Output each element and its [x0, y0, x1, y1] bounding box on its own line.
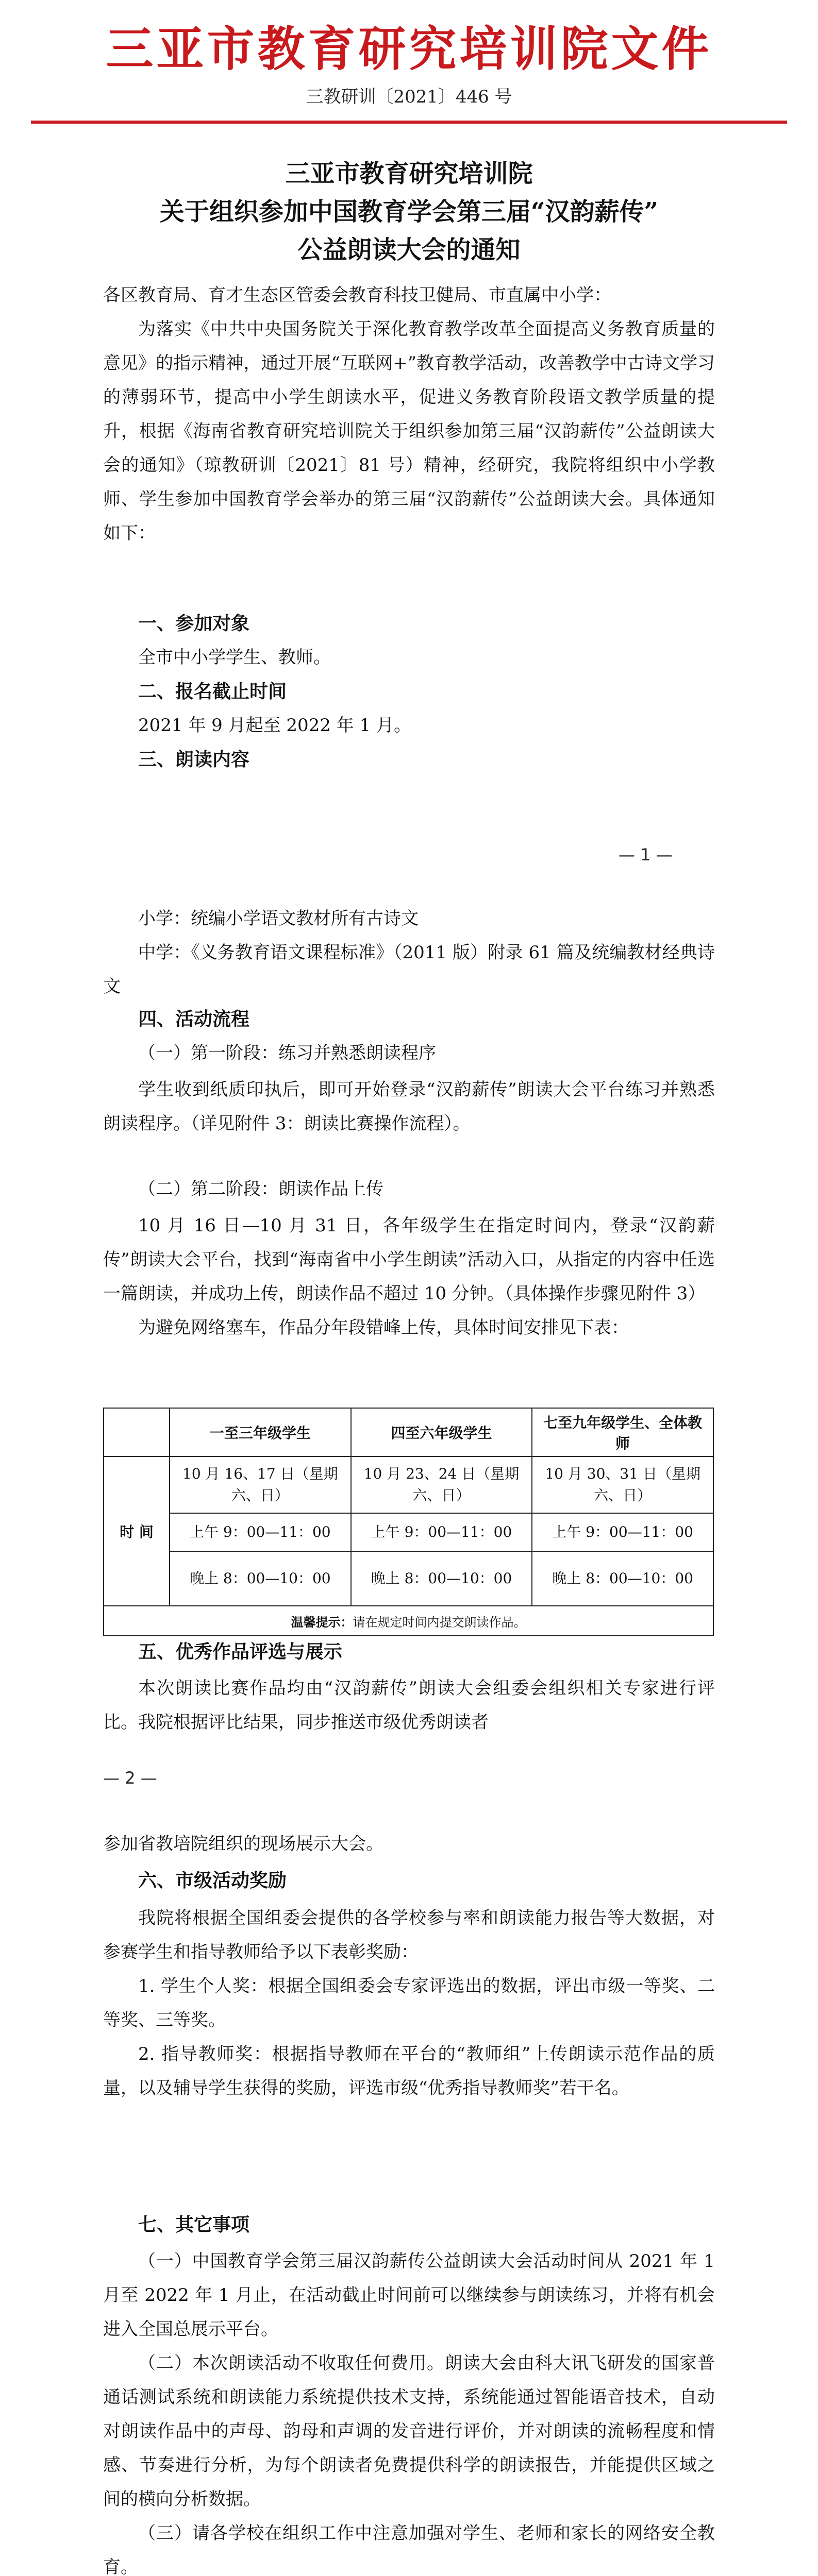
section-4-heading: 四、活动流程 [138, 1009, 250, 1030]
stage-1-text: 学生收到纸质印执后，即可开始登录“汉韵薪传”朗读大会平台练习并熟悉朗读程序。（详见附件 3：朗读比赛操作流程）。 [103, 1079, 715, 1134]
time-label: 时 间 [104, 1456, 170, 1606]
stage-1-heading: （一）第一阶段：练习并熟悉朗读程序 [138, 1043, 436, 1063]
table-corner [104, 1408, 170, 1456]
date-cell-1: 10 月 16、17 日（星期六、日） [170, 1456, 351, 1513]
page-number-2: — 2 — [103, 1768, 157, 1788]
award-student: 1. 学生个人奖：根据全国组委会专家评选出的数据，评出市级一等奖、二等奖、三等奖。 [103, 1976, 715, 2030]
morning-cell-3: 上午 9：00—11：00 [532, 1513, 713, 1551]
other-item-3: （三）请各学校在组织工作中注意加强对学生、老师和家长的网络安全教育。 [103, 2523, 715, 2576]
award-teacher: 2. 指导教师奖：根据指导教师在平台的“教师组”上传朗读示范作品的质量，以及辅导学生获得的奖励，评选市级“优秀指导教师奖”若干名。 [103, 2044, 715, 2098]
section-5-text-cont: 参加省教培院组织的现场展示大会。 [103, 1834, 383, 1854]
section-3-content [103, 902, 715, 1004]
stage-1-body [103, 1073, 715, 1141]
notice-title [82, 155, 736, 269]
content-primary: 小学：统编小学语文教材所有古诗文 [138, 908, 419, 929]
section-5-continued [103, 1827, 715, 1861]
section-3-heading: 三、朗读内容 [138, 749, 250, 770]
section-2-heading: 二、报名截止时间 [138, 681, 287, 702]
intro-paragraph: 为落实《中共中央国务院关于深化教育教学改革全面提高义务教育质量的意见》的指示精神，通过开展“互联网+”教育教学活动，改善教学中古诗文学习的薄弱环节，提高中小学生朗读水平，促进义务教育阶段语文教学质量的提升，根据《海南省教育研究培训院关于组织参加第三届“汉韵薪传”公益朗读大会的通知》（琼教研训〔2021〕81 号）精神，经研究，我院将组织中小学教师、学生参加中国教育学会举办的第三届“汉韵薪传”公益朗读大会。具体通知如下： [103, 319, 715, 544]
header-grade-1-3: 一至三年级学生 [170, 1408, 351, 1456]
date-cell-3: 10 月 30、31 日（星期六、日） [532, 1456, 713, 1513]
table-header-row [104, 1408, 713, 1456]
header-red-rule [31, 121, 787, 124]
table-row-evening [104, 1551, 713, 1606]
section-1-heading: 一、参加对象 [138, 613, 250, 634]
other-item-2: （二）本次朗读活动不收取任何费用。朗读大会由科大讯飞研发的国家普通话测试系统和朗读能力系统提供技术支持，系统能通过智能语音技术，自动对朗读作品中的声母、韵母和声调的发音进行评价，并对朗读的流畅程度和情感、节奏进行分析，为每个朗读者免费提供科学的朗读报告，并能提供区域之间的横向分析数据。 [103, 2353, 715, 2510]
evening-cell-3: 晚上 8：00—10：00 [532, 1551, 713, 1606]
morning-cell-1: 上午 9：00—11：00 [170, 1513, 351, 1551]
evening-cell-2: 晚上 8：00—10：00 [351, 1551, 532, 1606]
section-7-body [103, 2244, 715, 2576]
page-number-1: — 1 — [619, 845, 673, 865]
upload-schedule-table [103, 1408, 714, 1636]
table-note-row [104, 1606, 713, 1636]
section-7-heading: 七、其它事项 [138, 2214, 250, 2235]
stage-2-heading: （二）第二阶段：朗读作品上传 [138, 1179, 383, 1199]
morning-cell-2: 上午 9：00—11：00 [351, 1513, 532, 1551]
other-item-1: （一）中国教育学会第三届汉韵薪传公益朗读大会活动时间从 2021 年 1 月至 2022 年 1 月止，在活动截止时间前可以继续参与朗读练习，并将有机会进入全国总展示平台。 [103, 2251, 715, 2340]
section-1-text: 全市中小学学生、教师。 [138, 647, 331, 668]
table-note [104, 1606, 713, 1636]
title-line-3: 公益朗读大会的通知 [297, 235, 521, 264]
header-grade-4-6: 四至六年级学生 [351, 1408, 532, 1456]
stage-2-note: 为避免网络塞车，作品分年段错峰上传，具体时间安排见下表： [138, 1317, 629, 1338]
section-5-text: 本次朗读比赛作品均由“汉韵薪传”朗读大会组委会组织相关专家进行评比。我院根据评比结果，同步推送市级优秀朗读者 [103, 1678, 715, 1733]
title-line-2: 关于组织参加中国教育学会第三届“汉韵薪传” [159, 197, 659, 226]
section-6-text: 我院将根据全国组委会提供的各学校参与率和朗读能力报告等大数据，对参赛学生和指导教师给予以下表彰奖励： [103, 1908, 715, 1962]
date-cell-2: 10 月 23、24 日（星期六、日） [351, 1456, 532, 1513]
section-5-heading: 五、优秀作品评选与展示 [138, 1641, 343, 1663]
table-row-morning [104, 1513, 713, 1551]
recipients: 各区教育局、育才生态区管委会教育科技卫健局、市直属中小学： [103, 285, 611, 306]
document-number: 三教研训〔2021〕446 号 [306, 87, 512, 107]
masthead-title: 三亚市教育研究培训院文件 [106, 22, 712, 77]
evening-cell-1: 晚上 8：00—10：00 [170, 1551, 351, 1606]
table-row-dates [104, 1456, 713, 1513]
header-grade-7-9: 七至九年级学生、全体教师 [532, 1408, 713, 1456]
section-5-body [103, 1671, 715, 1739]
section-6-body [103, 1901, 715, 2105]
body-intro [103, 278, 715, 550]
section-6-heading: 六、市级活动奖励 [138, 1870, 287, 1891]
note-text: 请在规定时间内提交朗读作品。 [353, 1615, 526, 1630]
content-middle: 中学：《义务教育语文课程标准》（2011 版）附录 61 篇及统编教材经典诗文 [103, 942, 715, 997]
title-line-1: 三亚市教育研究培训院 [285, 159, 533, 188]
section-2-text: 2021 年 9 月起至 2022 年 1 月。 [138, 715, 411, 736]
stage-2-body [103, 1209, 715, 1345]
note-label: 温馨提示： [291, 1614, 353, 1630]
stage-2-text: 10 月 16 日—10 月 31 日，各年级学生在指定时间内，登录“汉韵薪传”朗读大会平台，找到“海南省中小学生朗读”活动入口，从指定的内容中任选一篇朗读，并成功上传，朗读作品不超过 10 分钟。（具体操作步骤见附件 3） [103, 1215, 715, 1304]
